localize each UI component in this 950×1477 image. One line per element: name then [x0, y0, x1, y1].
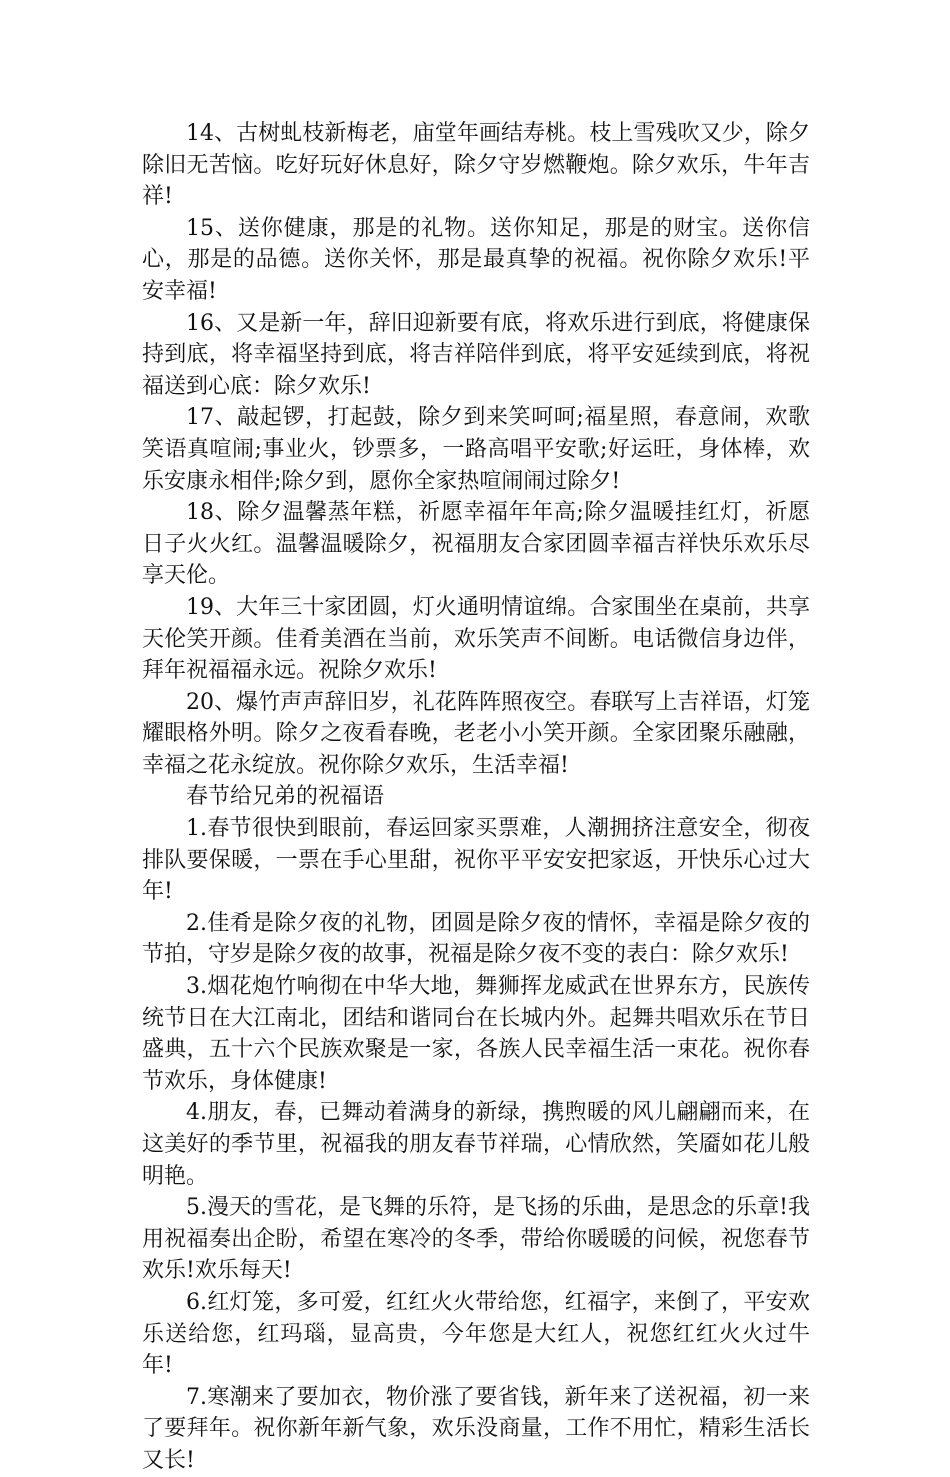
paragraph-20: 20、爆竹声声辞旧岁，礼花阵阵照夜空。春联写上吉祥语，灯笼耀眼格外明。除夕之夜看春晚，老老小小笑开颜。全家团聚乐融融，幸福之花永绽放。祝你除夕欢乐，生活幸福! [142, 689, 810, 778]
section-paragraph-3: 3.烟花炮竹响彻在中华大地，舞狮挥龙威武在世界东方，民族传统节日在大江南北，团结和谐同台在长城内外。起舞共唱欢乐在节日盛典，五十六个民族欢聚是一家，各族人民幸福生活一束花。祝你春节欢乐，身体健康! [142, 974, 810, 1094]
section-heading: 春节给兄弟的祝福语 [186, 784, 385, 810]
paragraph-15: 15、送你健康，那是的礼物。送你知足，那是的财宝。送你信心，那是的品德。送你关怀，那是最真挚的祝福。祝你除夕欢乐!平安幸福! [142, 215, 810, 304]
section-paragraph-4: 4.朋友，春，已舞动着满身的新绿，携煦暖的风儿翩翩而来，在这美好的季节里，祝福我的朋友春节祥瑞，心情欣然，笑靥如花儿般明艳。 [142, 1100, 810, 1189]
paragraph-14: 14、古树虬枝新梅老，庙堂年画结寿桃。枝上雪残吹又少，除夕除旧无苦恼。吃好玩好休息好，除夕守岁燃鞭炮。除夕欢乐，牛年吉祥! [142, 121, 810, 210]
paragraph-18: 18、除夕温馨蒸年糕，祈愿幸福年年高;除夕温暖挂红灯，祈愿日子火火红。温馨温暖除夕，祝福朋友合家团圆幸福吉祥快乐欢乐尽享天伦。 [142, 500, 810, 589]
section-paragraph-5: 5.漫天的雪花，是飞舞的乐符，是飞扬的乐曲，是思念的乐章!我用祝福奏出企盼，希望在寒冷的冬季，带给你暖暖的问候，祝您春节欢乐!欢乐每天! [142, 1195, 810, 1284]
section-paragraph-6: 6.红灯笼，多可爱，红红火火带给您，红福字，来倒了，平安欢乐送给您，红玛瑙，显高贵，今年您是大红人，祝您红红火火过牛年! [142, 1289, 810, 1379]
section-paragraph-1: 1.春节很快到眼前，春运回家买票难，人潮拥挤注意安全，彻夜排队要保暖，一票在手心里甜，祝你平平安安把家返，开快乐心过大年! [142, 816, 810, 905]
section-paragraph-7: 7.寒潮来了要加衣，物价涨了要省钱，新年来了送祝福，初一来了要拜年。祝你新年新气象，欢乐没商量，工作不用忙，精彩生活长又长! [142, 1384, 810, 1473]
paragraph-19: 19、大年三十家团圆，灯火通明情谊绵。合家围坐在桌前，共享天伦笑开颜。佳肴美酒在当前，欢乐笑声不间断。电话微信身边伴，拜年祝福福永远。祝除夕欢乐! [142, 594, 810, 684]
document-body [142, 118, 810, 1477]
section-paragraph-2: 2.佳肴是除夕夜的礼物，团圆是除夕夜的情怀，幸福是除夕夜的节拍，守岁是除夕夜的故事，祝福是除夕夜不变的表白：除夕欢乐! [142, 910, 810, 968]
paragraph-17: 17、敲起锣，打起鼓，除夕到来笑呵呵;福星照，春意闹，欢歌笑语真喧闹;事业火，钞票多，一路高唱平安歌;好运旺，身体棒，欢乐安康永相伴;除夕到，愿你全家热喧闹闹过除夕! [142, 405, 810, 494]
paragraph-16: 16、又是新一年，辞旧迎新要有底，将欢乐进行到底，将健康保持到底，将幸福坚持到底，将吉祥陪伴到底，将平安延续到底，将祝福送到心底：除夕欢乐! [142, 310, 810, 399]
